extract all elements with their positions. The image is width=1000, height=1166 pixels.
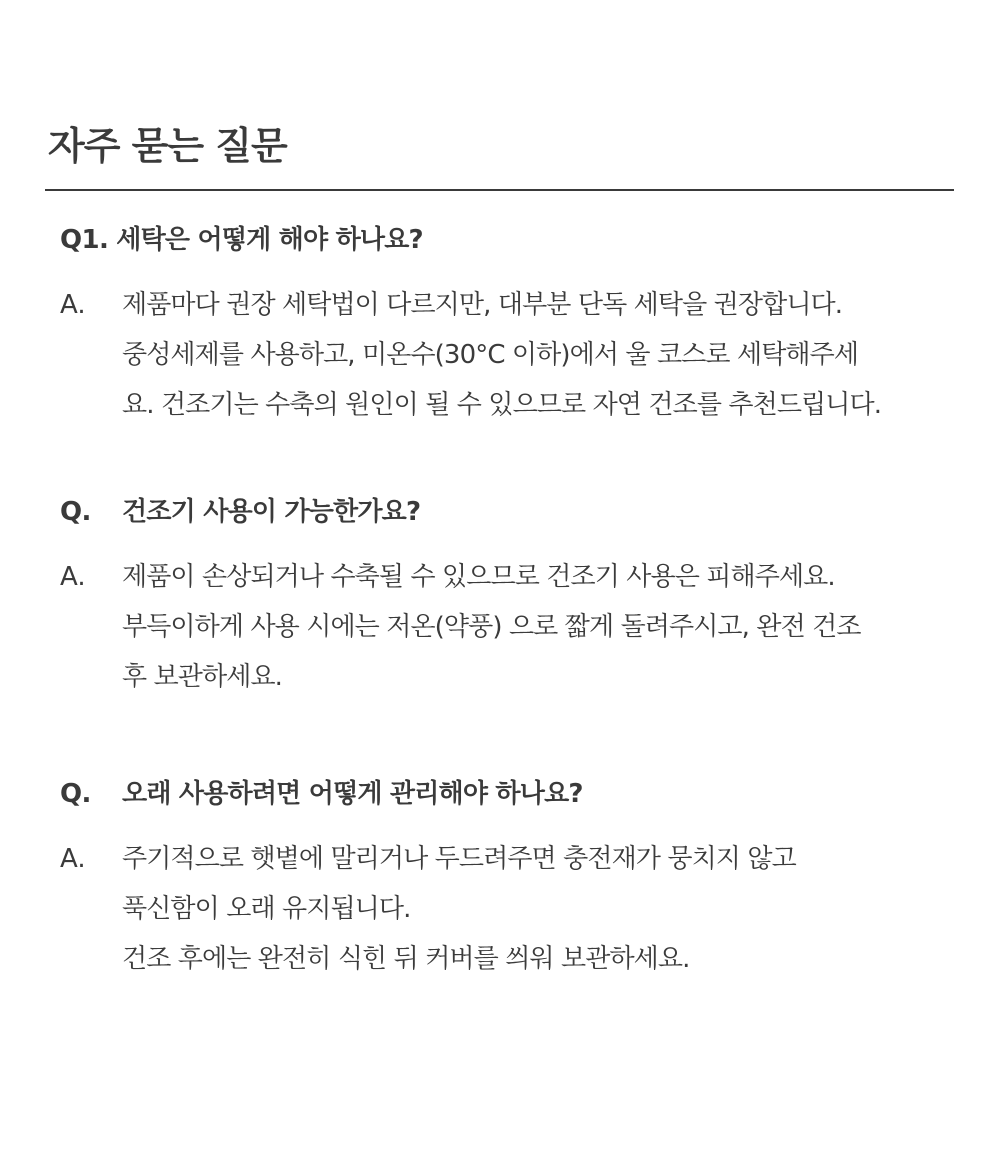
question-marker: Q. [60,497,91,527]
answer-marker: A. [60,562,86,592]
question-marker: Q. [60,779,91,809]
answer-line: 주기적으로 햇볕에 말리거나 두드려주면 충전재가 뭉치지 않고 [122,844,796,874]
page-title: 자주 묻는 질문 [48,124,287,168]
faq-question-row [60,220,960,260]
faq-item-1 [60,220,960,430]
faq-question-row [60,492,960,532]
answer-line: 제품마다 권장 세탁법이 다르지만, 대부분 단독 세탁을 권장합니다. [122,290,843,320]
answer-line: 요. 건조기는 수축의 원인이 될 수 있으므로 자연 건조를 추천드립니다. [122,390,882,420]
answer-marker: A. [60,290,86,320]
answer-line: 제품이 손상되거나 수축될 수 있으므로 건조기 사용은 피해주세요. [122,562,835,592]
faq-item-3 [60,774,960,984]
faq-answer [122,834,796,984]
answer-marker: A. [60,844,86,874]
answer-line: 부득이하게 사용 시에는 저온(약풍) 으로 짧게 돌려주시고, 완전 건조 [122,612,861,642]
faq-answer [122,552,861,702]
faq-answer-row [60,552,960,702]
faq-item-2 [60,492,960,702]
question-marker: Q1. [60,225,109,255]
faq-answer-row [60,280,960,430]
answer-line: 건조 후에는 완전히 식힌 뒤 커버를 씌워 보관하세요. [122,944,690,974]
answer-line: 중성세제를 사용하고, 미온수(30°C 이하)에서 울 코스로 세탁해주세 [122,340,859,370]
answer-line: 후 보관하세요. [122,662,283,692]
faq-question: 세탁은 어떻게 해야 하나요? [116,225,423,255]
title-divider [45,189,954,191]
faq-question: 오래 사용하려면 어떻게 관리해야 하나요? [122,779,583,809]
faq-answer [122,280,881,430]
answer-line: 푹신함이 오래 유지됩니다. [122,894,411,924]
faq-question: 건조기 사용이 가능한가요? [122,497,421,527]
faq-question-row [60,774,960,814]
faq-answer-row [60,834,960,984]
